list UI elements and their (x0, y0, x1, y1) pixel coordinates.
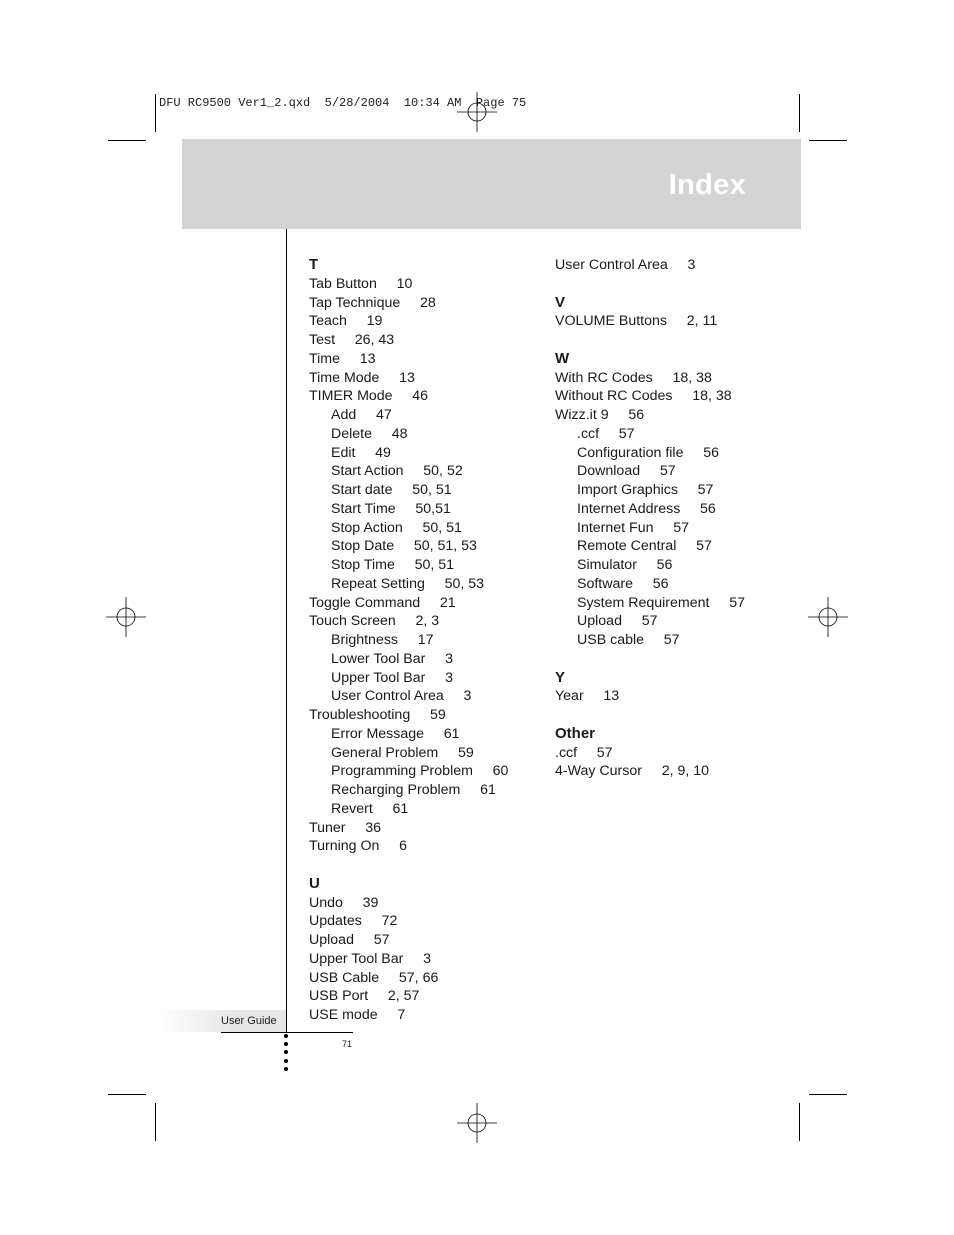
index-term: Brightness (331, 632, 399, 648)
index-subentry (555, 462, 745, 481)
index-term: Upload (309, 932, 354, 948)
index-subentry (555, 556, 745, 575)
separator (667, 313, 687, 329)
separator (395, 557, 415, 573)
page-reference: 57 (729, 594, 745, 611)
page-reference: 46 (412, 388, 429, 405)
index-term: User Control Area (555, 257, 668, 273)
separator (599, 426, 619, 442)
index-subentry (555, 537, 745, 556)
index-term: Configuration file (577, 444, 684, 461)
index-term: Tuner (309, 819, 346, 836)
separator (335, 332, 355, 348)
index-term: Stop Date (331, 538, 395, 555)
index-term: TIMER Mode (309, 388, 393, 405)
index-entry (309, 969, 508, 988)
separator (362, 913, 382, 929)
index-term: Add (331, 407, 357, 423)
page-reference: 56 (628, 407, 645, 423)
page-reference: 2, 11 (686, 313, 718, 330)
page-reference: 19 (366, 313, 383, 330)
page-reference: 50, 51 (422, 519, 462, 536)
index-entry (309, 612, 508, 631)
separator (680, 501, 700, 517)
page-reference: 26, 43 (354, 332, 395, 348)
page-reference: 57 (696, 538, 712, 555)
index-term: System Requirement (577, 594, 710, 611)
index-subentry (309, 406, 508, 425)
index-entry (309, 275, 508, 294)
separator (394, 538, 414, 554)
page-reference: 18, 38 (692, 388, 732, 405)
index-subentry (309, 500, 508, 519)
index-term: Programming Problem (331, 763, 473, 780)
page-reference: 60 (492, 763, 509, 780)
index-term: Download (577, 463, 641, 480)
index-subentry (309, 575, 508, 594)
separator (347, 313, 367, 329)
separator (340, 351, 360, 367)
separator (425, 670, 445, 686)
separator (346, 820, 366, 836)
separator (678, 482, 698, 498)
separator (404, 463, 424, 479)
title-banner (182, 139, 801, 229)
page-reference: 3 (687, 257, 696, 273)
separator (420, 595, 440, 611)
index-entry (309, 912, 508, 931)
page-reference: 56 (652, 575, 669, 592)
separator (640, 463, 660, 479)
page-reference: 57 (596, 744, 613, 761)
index-subentry (309, 800, 508, 819)
index-term: Year (555, 688, 584, 705)
index-subentry (555, 500, 745, 519)
spacer (555, 275, 745, 294)
index-term: Wizz.it 9 (555, 407, 609, 423)
index-term: Touch Screen (309, 613, 396, 630)
index-entry (309, 594, 508, 613)
separator (393, 388, 413, 404)
index-entry (309, 1006, 508, 1025)
separator (379, 838, 399, 854)
page-reference: 49 (375, 444, 391, 461)
index-entry (309, 294, 508, 313)
index-subentry (309, 687, 508, 706)
page-reference: 50, 51 (412, 482, 452, 498)
separator (379, 370, 399, 386)
index-subentry (555, 425, 745, 444)
page-reference: 50, 52 (423, 463, 463, 480)
index-term: User Control Area (331, 688, 444, 705)
spacer (555, 331, 745, 350)
section-letter: Other (555, 724, 596, 742)
index-term: Tap Technique (309, 294, 401, 311)
page-reference: 56 (656, 557, 673, 573)
separator (577, 745, 597, 761)
page-reference: 39 (362, 894, 379, 911)
index-term: Stop Time (331, 557, 395, 573)
page-reference: 6 (399, 838, 408, 855)
index-term: Undo (309, 894, 343, 911)
index-entry (309, 369, 508, 388)
separator (398, 632, 418, 648)
separator (622, 613, 642, 629)
index-term: Software (577, 575, 633, 592)
index-term: 4-Way Cursor (555, 763, 642, 780)
index-term: Time (309, 350, 341, 367)
section-letter: U (309, 874, 320, 892)
index-term: Import Graphics (577, 482, 678, 498)
index-subentry (309, 631, 508, 650)
page-reference: 61 (480, 782, 496, 798)
index-subentry (309, 781, 508, 800)
separator (438, 745, 458, 761)
index-subentry (309, 425, 508, 444)
index-term: USB Cable (309, 969, 380, 986)
index-term: Edit (331, 444, 356, 461)
page-reference: 50, 53 (444, 575, 485, 592)
index-entry (555, 312, 745, 331)
index-entry (309, 987, 508, 1006)
index-term: Time Mode (309, 369, 380, 386)
index-term: General Problem (331, 744, 439, 761)
index-column-left (309, 256, 508, 1025)
index-term: Recharging Problem (331, 782, 461, 798)
section-letter: Y (555, 668, 566, 686)
page-reference: 18, 38 (672, 369, 712, 386)
separator (609, 407, 629, 423)
page-reference: 57 (373, 932, 390, 948)
footer-label: User Guide (221, 1015, 277, 1027)
index-subentry (555, 594, 745, 613)
separator (683, 445, 703, 461)
index-entry (555, 406, 745, 425)
footer-rule (221, 1032, 353, 1033)
index-entry (309, 312, 508, 331)
page-reference: 10 (396, 275, 413, 292)
footer-dots (284, 1034, 288, 1075)
index-term: Turning On (309, 838, 380, 855)
page-reference: 28 (419, 294, 436, 311)
page-reference: 56 (703, 444, 719, 461)
page-reference: 57 (659, 463, 676, 480)
separator (403, 951, 423, 967)
separator (396, 613, 416, 629)
separator (654, 520, 674, 536)
separator (393, 482, 413, 498)
index-term: Test (309, 332, 336, 348)
index-entry (309, 706, 508, 725)
separator (653, 370, 673, 386)
index-term: Internet Address (577, 500, 681, 517)
index-term: USB Port (309, 988, 369, 1005)
index-subentry (555, 631, 745, 650)
index-term: Without RC Codes (555, 388, 673, 405)
index-term: USB cable (577, 632, 645, 648)
registration-mark-top (457, 92, 497, 132)
page-reference: 57 (673, 519, 690, 536)
index-entry (309, 950, 508, 969)
section-letter: V (555, 293, 566, 311)
section-letter: T (309, 256, 319, 273)
index-term: Troubleshooting (309, 707, 411, 723)
separator (400, 295, 420, 311)
separator (354, 932, 374, 948)
page-reference: 3 (463, 688, 472, 705)
separator (343, 895, 363, 911)
separator (356, 407, 376, 423)
separator (584, 688, 604, 704)
separator (709, 595, 729, 611)
index-subentry (309, 725, 508, 744)
index-term: Stop Action (331, 519, 403, 536)
separator (424, 726, 444, 742)
page-number: 71 (342, 1039, 353, 1049)
page-reference: 47 (375, 407, 392, 423)
index-entry (555, 369, 745, 388)
separator (672, 388, 692, 404)
index-term: With RC Codes (555, 369, 653, 386)
index-term: Delete (331, 425, 373, 442)
index-term: VOLUME Buttons (555, 313, 667, 330)
index-term: Tab Button (309, 275, 377, 292)
index-entry (555, 762, 745, 781)
index-subentry (555, 481, 745, 500)
page-reference: 50,51 (415, 500, 451, 517)
spacer (309, 856, 508, 875)
separator (642, 763, 662, 779)
index-term: Upload (577, 613, 622, 630)
page-reference: 61 (392, 800, 409, 817)
registration-mark-bottom (457, 1103, 497, 1143)
page-reference: 57 (618, 425, 635, 442)
page-reference: 61 (443, 725, 460, 742)
index-column-right (555, 256, 745, 781)
column-rule (286, 229, 287, 1032)
separator (444, 688, 464, 704)
registration-mark-left (106, 597, 146, 637)
page-reference: 59 (457, 744, 474, 761)
separator (396, 501, 416, 517)
index-term: USE mode (309, 1007, 378, 1023)
index-term: Upper Tool Bar (309, 950, 404, 967)
separator (644, 632, 664, 648)
page-reference: 57, 66 (398, 969, 439, 986)
separator (410, 707, 430, 723)
page-reference: 3 (445, 669, 453, 686)
index-term: .ccf (577, 425, 600, 442)
index-subentry (309, 650, 508, 669)
index-subentry (309, 669, 508, 688)
page-reference: 7 (397, 1007, 406, 1023)
print-slug: DFU RC9500 Ver1_2.qxd 5/28/2004 10:34 AM Page 75 (159, 96, 527, 110)
page-reference: 50, 51, 53 (413, 538, 477, 555)
page-reference: 21 (439, 594, 456, 611)
index-term: Lower Tool Bar (331, 650, 426, 667)
section-letter: W (555, 349, 570, 367)
index-entry (309, 819, 508, 838)
registration-mark-right (808, 597, 848, 637)
index-entry (309, 837, 508, 856)
page-reference: 13 (399, 369, 415, 386)
index-term: Repeat Setting (331, 575, 425, 592)
separator (372, 426, 392, 442)
page-reference: 36 (365, 819, 382, 836)
index-term: Toggle Command (309, 594, 421, 611)
separator (373, 801, 393, 817)
separator (425, 576, 445, 592)
separator (377, 276, 397, 292)
page-reference: 3 (445, 650, 453, 667)
index-subentry (555, 575, 745, 594)
page-reference: 56 (700, 500, 716, 517)
index-subentry (309, 481, 508, 500)
separator (637, 557, 657, 573)
index-subentry (309, 537, 508, 556)
index-entry (555, 256, 745, 275)
index-term: Internet Fun (577, 519, 654, 536)
separator (378, 1007, 398, 1023)
separator (425, 651, 445, 667)
separator (379, 970, 399, 986)
separator (473, 763, 493, 779)
page-reference: 50, 51 (414, 557, 455, 573)
page-title: Index (668, 169, 746, 201)
index-entry (309, 331, 508, 350)
index-subentry (309, 519, 508, 538)
index-entry (555, 387, 745, 406)
index-entry (309, 387, 508, 406)
index-term: Simulator (577, 557, 637, 573)
separator (403, 520, 423, 536)
page-reference: 2, 9, 10 (661, 763, 710, 780)
page-reference: 57 (663, 632, 680, 648)
separator (633, 576, 653, 592)
index-subentry (309, 444, 508, 463)
index-term: Updates (309, 913, 362, 930)
index-subentry (309, 762, 508, 781)
page-reference: 2, 57 (387, 988, 420, 1005)
page-reference: 57 (697, 482, 714, 498)
index-subentry (309, 744, 508, 763)
page-reference: 48 (391, 425, 408, 442)
index-entry (309, 931, 508, 950)
page-reference: 72 (381, 913, 398, 930)
separator (676, 538, 696, 554)
index-term: Upper Tool Bar (331, 669, 426, 686)
page-reference: 13 (603, 688, 620, 705)
separator (460, 782, 480, 798)
index-subentry (309, 462, 508, 481)
index-entry (555, 687, 745, 706)
index-entry (309, 894, 508, 913)
index-subentry (309, 556, 508, 575)
page-reference: 59 (429, 707, 446, 723)
page-reference: 2, 3 (415, 613, 440, 630)
index-term: Error Message (331, 725, 425, 742)
separator (668, 257, 688, 273)
index-term: Start Time (331, 500, 396, 517)
index-subentry (555, 612, 745, 631)
page-reference: 17 (417, 632, 434, 648)
separator (368, 988, 388, 1004)
index-term: .ccf (555, 744, 578, 761)
index-term: Start Action (331, 463, 404, 480)
page-reference: 57 (641, 613, 658, 630)
index-entry (309, 350, 508, 369)
index-entry (555, 744, 745, 763)
separator (355, 445, 375, 461)
index-subentry (555, 519, 745, 538)
index-term: Revert (331, 800, 373, 817)
spacer (555, 650, 745, 669)
page-reference: 13 (359, 350, 376, 367)
index-subentry (555, 444, 745, 463)
index-term: Start date (331, 482, 393, 498)
spacer (555, 706, 745, 725)
index-term: Remote Central (577, 538, 677, 555)
index-term: Teach (309, 313, 347, 330)
page-reference: 3 (423, 950, 431, 967)
